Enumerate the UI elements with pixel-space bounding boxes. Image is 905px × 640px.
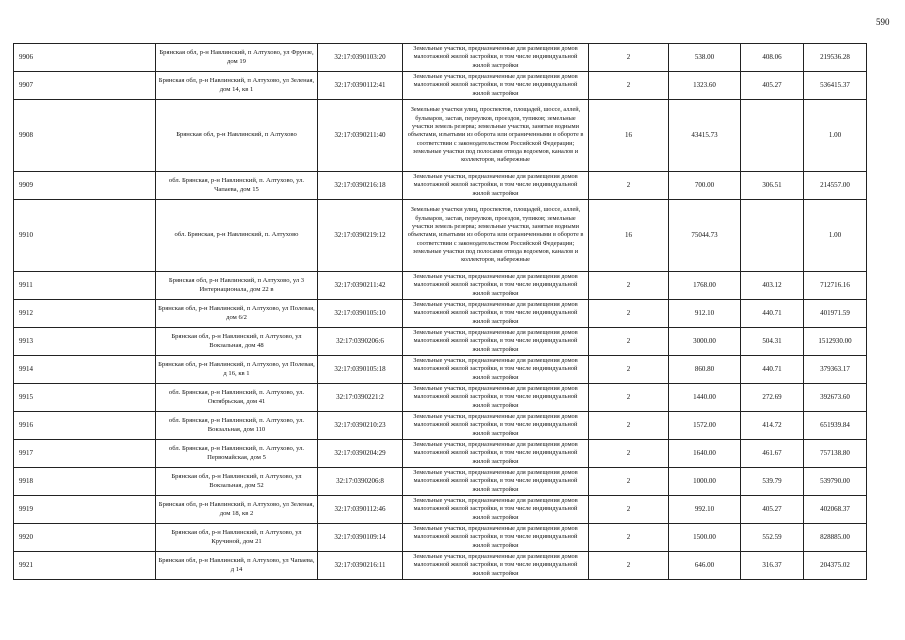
- table-row: [14, 328, 867, 356]
- group-cell: 2: [589, 552, 669, 580]
- area-cell: 43415.73: [669, 100, 741, 172]
- cadastral-value-cell: 539790.00: [804, 468, 867, 496]
- cadastral-value-cell: 1.00: [804, 200, 867, 272]
- land-use-cell: Земельные участки, предназначенные для размещения домов малоэтажной жилой застройки, в том числе индивидуальной жилой застройки: [403, 496, 589, 524]
- row-number: 9915: [14, 384, 156, 412]
- land-use-cell: Земельные участки, предназначенные для размещения домов малоэтажной жилой застройки, в том числе индивидуальной жилой застройки: [403, 552, 589, 580]
- cadastral-value-table: [13, 43, 867, 580]
- cadastral-number-cell: 32:17:0390112:46: [318, 496, 403, 524]
- land-use-cell: Земельные участки, предназначенные для размещения домов малоэтажной жилой застройки, в том числе индивидуальной жилой застройки: [403, 328, 589, 356]
- cadastral-value-cell: 401971.59: [804, 300, 867, 328]
- table-row: [14, 44, 867, 72]
- land-use-cell: Земельные участки, предназначенные для размещения домов малоэтажной жилой застройки, в том числе индивидуальной жилой застройки: [403, 172, 589, 200]
- cadastral-number-cell: 32:17:0390216:11: [318, 552, 403, 580]
- cadastral-number-cell: 32:17:0390211:42: [318, 272, 403, 300]
- land-use-cell: Земельные участки, предназначенные для размещения домов малоэтажной жилой застройки, в том числе индивидуальной жилой застройки: [403, 44, 589, 72]
- specific-value-cell: 414.72: [741, 412, 804, 440]
- table-row: [14, 172, 867, 200]
- cadastral-value-cell: 828885.00: [804, 524, 867, 552]
- specific-value-cell: 405.27: [741, 72, 804, 100]
- cadastral-number-cell: 32:17:0390206:8: [318, 468, 403, 496]
- table-row: [14, 272, 867, 300]
- row-number: 9908: [14, 100, 156, 172]
- table-row: [14, 468, 867, 496]
- table-row: [14, 300, 867, 328]
- land-use-cell: Земельные участки, предназначенные для размещения домов малоэтажной жилой застройки, в том числе индивидуальной жилой застройки: [403, 412, 589, 440]
- group-cell: 2: [589, 496, 669, 524]
- cadastral-value-cell: 651939.84: [804, 412, 867, 440]
- cadastral-value-cell: 757138.80: [804, 440, 867, 468]
- area-cell: 860.80: [669, 356, 741, 384]
- address-cell: Брянская обл, р-н Навлинский, п Алтухово, ул Кручиной, дом 21: [156, 524, 318, 552]
- area-cell: 1440.00: [669, 384, 741, 412]
- cadastral-number-cell: 32:17:0390219:12: [318, 200, 403, 272]
- cadastral-value-cell: 1.00: [804, 100, 867, 172]
- row-number: 9920: [14, 524, 156, 552]
- table-row: [14, 524, 867, 552]
- area-cell: 3000.00: [669, 328, 741, 356]
- cadastral-value-cell: 1512930.00: [804, 328, 867, 356]
- cadastral-number-cell: 32:17:0390211:40: [318, 100, 403, 172]
- page-number: 590: [876, 17, 890, 27]
- land-use-cell: Земельные участки улиц, проспектов, площадей, шоссе, аллей, бульваров, застав, переулков, проездов, тупиков; земельные участки земель резерва; земельные участки, занятые водными объектами, изъятыми из оборота или ограниченными в обороте в соответствии с законодательством Российской Федерации; земельные участки под полосами отвода водоемов, каналов и коллекторов, набережные: [403, 200, 589, 272]
- address-cell: обл. Брянская, р-н Навлинский, п. Алтухово, ул. Вокзальная, дом 110: [156, 412, 318, 440]
- row-number: 9907: [14, 72, 156, 100]
- table-row: [14, 552, 867, 580]
- group-cell: 2: [589, 468, 669, 496]
- cadastral-number-cell: 32:17:0390216:18: [318, 172, 403, 200]
- specific-value-cell: 440.71: [741, 300, 804, 328]
- group-cell: 2: [589, 272, 669, 300]
- group-cell: 2: [589, 44, 669, 72]
- address-cell: Брянская обл, р-н Навлинский, п Алтухово, ул 3 Интернационала, дом 22 в: [156, 272, 318, 300]
- cadastral-value-cell: 712716.16: [804, 272, 867, 300]
- address-cell: Брянская обл, р-н Навлинский, п Алтухово, ул Полевая, дом 6/2: [156, 300, 318, 328]
- specific-value-cell: 539.79: [741, 468, 804, 496]
- cadastral-value-cell: 402068.37: [804, 496, 867, 524]
- address-cell: обл. Брянская, р-н Навлинский, п. Алтухово, ул. Первомайская, дом 5: [156, 440, 318, 468]
- cadastral-number-cell: 32:17:0390105:10: [318, 300, 403, 328]
- cadastral-value-cell: 214557.00: [804, 172, 867, 200]
- row-number: 9909: [14, 172, 156, 200]
- area-cell: 538.00: [669, 44, 741, 72]
- land-use-cell: Земельные участки, предназначенные для размещения домов малоэтажной жилой застройки, в том числе индивидуальной жилой застройки: [403, 72, 589, 100]
- group-cell: 2: [589, 524, 669, 552]
- row-number: 9913: [14, 328, 156, 356]
- land-use-cell: Земельные участки, предназначенные для размещения домов малоэтажной жилой застройки, в том числе индивидуальной жилой застройки: [403, 356, 589, 384]
- specific-value-cell: 552.59: [741, 524, 804, 552]
- address-cell: Брянская обл, р-н Навлинский, п Алтухово, ул Вокзальная, дом 52: [156, 468, 318, 496]
- address-cell: Брянская обл, р-н Навлинский, п Алтухово: [156, 100, 318, 172]
- specific-value-cell: 504.31: [741, 328, 804, 356]
- cadastral-number-cell: 32:17:0390103:20: [318, 44, 403, 72]
- group-cell: 2: [589, 72, 669, 100]
- land-use-cell: Земельные участки улиц, проспектов, площадей, шоссе, аллей, бульваров, застав, переулков, проездов, тупиков; земельные участки земель резерва; земельные участки, занятые водными объектами, изъятыми из оборота или ограниченными в обороте в соответствии с законодательством Российской Федерации; земельные участки под полосами отвода водоемов, каналов и коллекторов, набережные: [403, 100, 589, 172]
- cadastral-number-cell: 32:17:0390112:41: [318, 72, 403, 100]
- table-row: [14, 356, 867, 384]
- land-use-cell: Земельные участки, предназначенные для размещения домов малоэтажной жилой застройки, в том числе индивидуальной жилой застройки: [403, 272, 589, 300]
- specific-value-cell: 403.12: [741, 272, 804, 300]
- group-cell: 2: [589, 300, 669, 328]
- area-cell: 1323.60: [669, 72, 741, 100]
- group-cell: 2: [589, 356, 669, 384]
- cadastral-number-cell: 32:17:0390206:6: [318, 328, 403, 356]
- specific-value-cell: [741, 200, 804, 272]
- address-cell: Брянская обл, р-н Навлинский, п Алтухово, ул Вокзальная, дом 48: [156, 328, 318, 356]
- row-number: 9916: [14, 412, 156, 440]
- row-number: 9910: [14, 200, 156, 272]
- group-cell: 2: [589, 412, 669, 440]
- row-number: 9921: [14, 552, 156, 580]
- row-number: 9914: [14, 356, 156, 384]
- address-cell: обл. Брянская, р-н Навлинский, п. Алтухово: [156, 200, 318, 272]
- cadastral-number-cell: 32:17:0390109:14: [318, 524, 403, 552]
- area-cell: 75044.73: [669, 200, 741, 272]
- specific-value-cell: [741, 100, 804, 172]
- group-cell: 16: [589, 100, 669, 172]
- table-row: [14, 496, 867, 524]
- address-cell: обл. Брянская, р-н Навлинский, п. Алтухово, ул. Чапаева, дом 15: [156, 172, 318, 200]
- area-cell: 1000.00: [669, 468, 741, 496]
- address-cell: Брянская обл, р-н Навлинский, п Алтухово, ул Зеленая, дом 18, кв 2: [156, 496, 318, 524]
- cadastral-value-cell: 219536.28: [804, 44, 867, 72]
- land-use-cell: Земельные участки, предназначенные для размещения домов малоэтажной жилой застройки, в том числе индивидуальной жилой застройки: [403, 468, 589, 496]
- land-use-cell: Земельные участки, предназначенные для размещения домов малоэтажной жилой застройки, в том числе индивидуальной жилой застройки: [403, 300, 589, 328]
- cadastral-number-cell: 32:17:0390204:29: [318, 440, 403, 468]
- table-row: [14, 72, 867, 100]
- area-cell: 646.00: [669, 552, 741, 580]
- specific-value-cell: 408.06: [741, 44, 804, 72]
- cadastral-value-cell: 392673.60: [804, 384, 867, 412]
- table-row: [14, 100, 867, 172]
- cadastral-number-cell: 32:17:0390105:18: [318, 356, 403, 384]
- land-use-cell: Земельные участки, предназначенные для размещения домов малоэтажной жилой застройки, в том числе индивидуальной жилой застройки: [403, 524, 589, 552]
- table-body: [14, 44, 867, 580]
- table-row: [14, 412, 867, 440]
- row-number: 9912: [14, 300, 156, 328]
- specific-value-cell: 440.71: [741, 356, 804, 384]
- group-cell: 2: [589, 384, 669, 412]
- group-cell: 2: [589, 440, 669, 468]
- cadastral-value-cell: 536415.37: [804, 72, 867, 100]
- cadastral-value-cell: 379363.17: [804, 356, 867, 384]
- group-cell: 2: [589, 172, 669, 200]
- land-use-cell: Земельные участки, предназначенные для размещения домов малоэтажной жилой застройки, в том числе индивидуальной жилой застройки: [403, 440, 589, 468]
- address-cell: Брянская обл, р-н Навлинский, п Алтухово, ул Зеленая, дом 14, кв 1: [156, 72, 318, 100]
- address-cell: Брянская обл, р-н Навлинский, п Алтухово, ул Полевая, д 16, кв 1: [156, 356, 318, 384]
- row-number: 9911: [14, 272, 156, 300]
- table-row: [14, 384, 867, 412]
- row-number: 9919: [14, 496, 156, 524]
- area-cell: 1500.00: [669, 524, 741, 552]
- area-cell: 1640.00: [669, 440, 741, 468]
- specific-value-cell: 405.27: [741, 496, 804, 524]
- address-cell: Брянская обл, р-н Навлинский, п Алтухово, ул Чапаева, д 14: [156, 552, 318, 580]
- cadastral-value-cell: 204375.02: [804, 552, 867, 580]
- specific-value-cell: 316.37: [741, 552, 804, 580]
- area-cell: 992.10: [669, 496, 741, 524]
- row-number: 9917: [14, 440, 156, 468]
- cadastral-number-cell: 32:17:0390210:23: [318, 412, 403, 440]
- specific-value-cell: 461.67: [741, 440, 804, 468]
- address-cell: обл. Брянская, р-н Навлинский, п. Алтухово, ул. Октябрьская, дом 41: [156, 384, 318, 412]
- table-row: [14, 440, 867, 468]
- area-cell: 1572.00: [669, 412, 741, 440]
- row-number: 9906: [14, 44, 156, 72]
- area-cell: 1768.00: [669, 272, 741, 300]
- row-number: 9918: [14, 468, 156, 496]
- area-cell: 700.00: [669, 172, 741, 200]
- land-use-cell: Земельные участки, предназначенные для размещения домов малоэтажной жилой застройки, в том числе индивидуальной жилой застройки: [403, 384, 589, 412]
- specific-value-cell: 306.51: [741, 172, 804, 200]
- group-cell: 16: [589, 200, 669, 272]
- area-cell: 912.10: [669, 300, 741, 328]
- specific-value-cell: 272.69: [741, 384, 804, 412]
- group-cell: 2: [589, 328, 669, 356]
- table-row: [14, 200, 867, 272]
- address-cell: Брянская обл, р-н Навлинский, п Алтухово, ул Фрунзе, дом 19: [156, 44, 318, 72]
- cadastral-number-cell: 32:17:0390221:2: [318, 384, 403, 412]
